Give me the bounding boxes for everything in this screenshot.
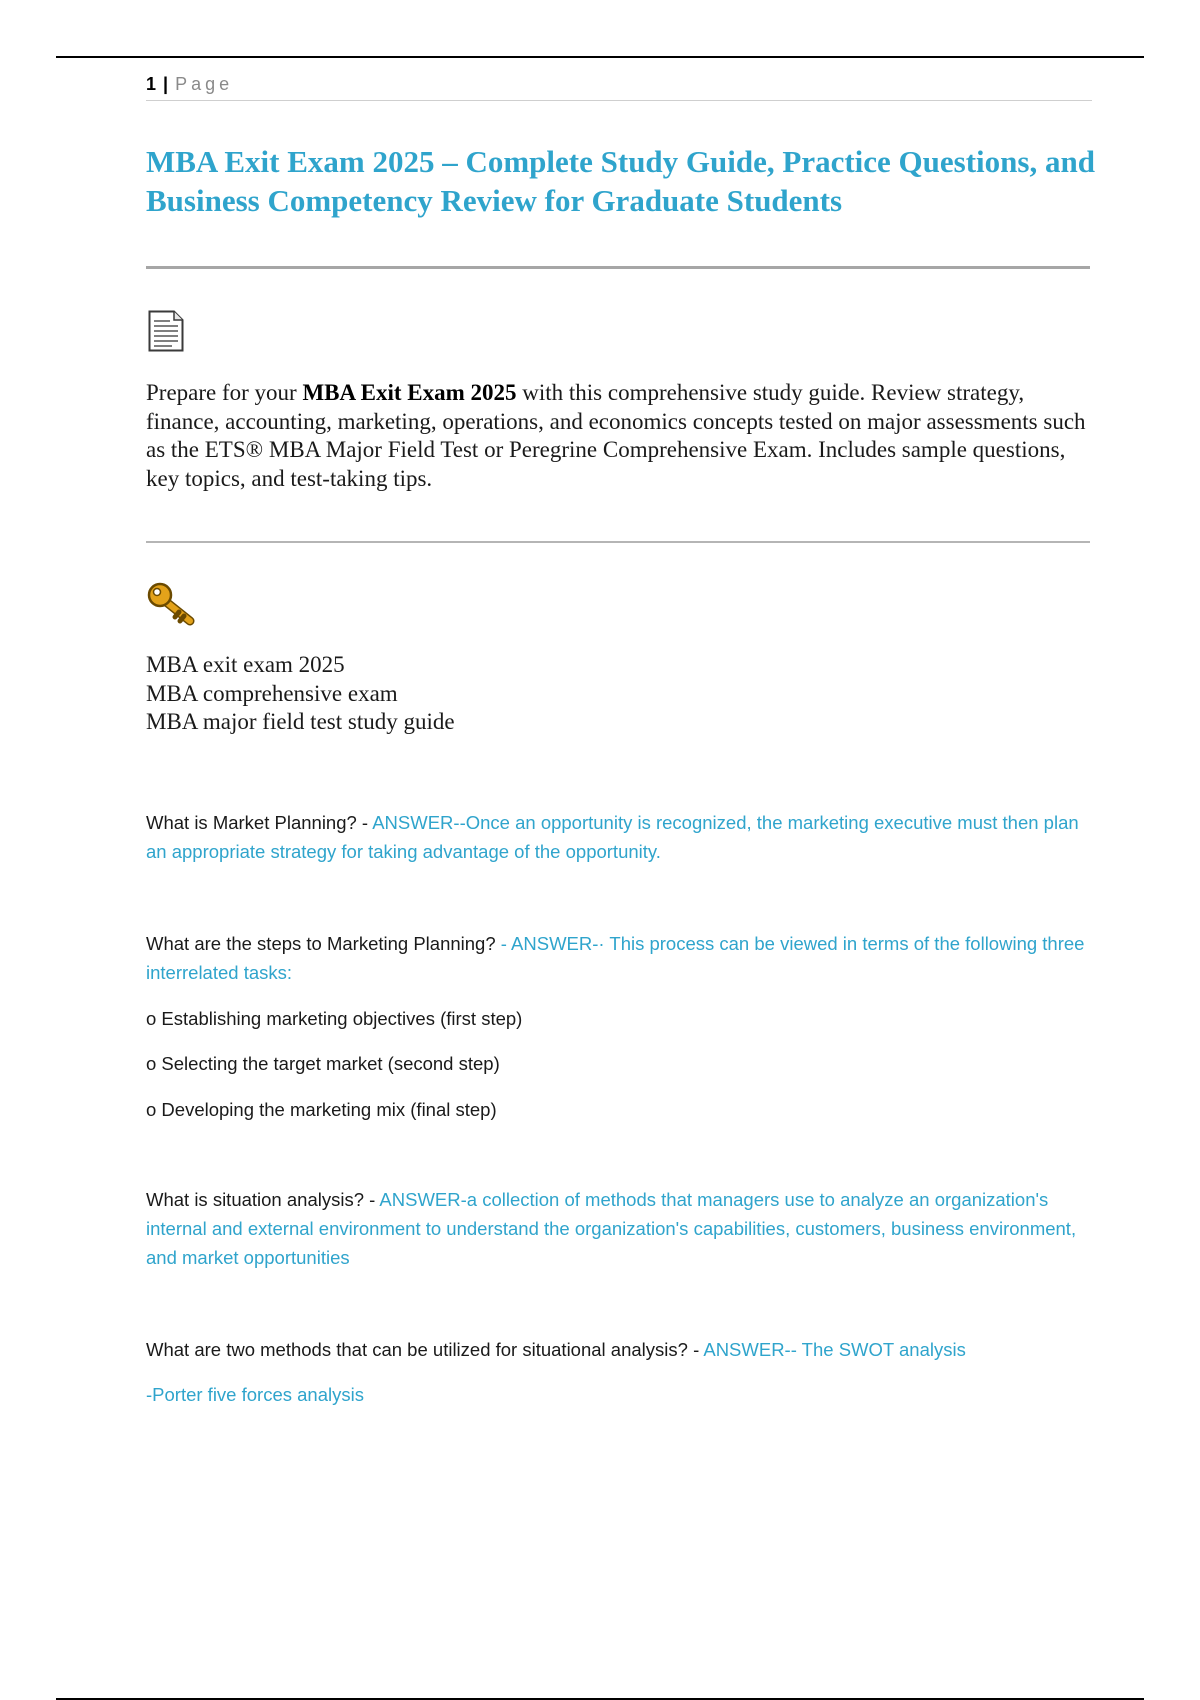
document-icon (148, 310, 184, 352)
page-header (146, 74, 1092, 101)
page-label: Page (175, 74, 234, 94)
answer-text: ANSWER-a collection of methods that managers use to analyze an organization's internal and external environment to understand the organization's capabilities, customers, business environment, and market opportunities (146, 1189, 1077, 1268)
top-page-rule (56, 56, 1144, 58)
intro-text-end: with this comprehensive study guide. Review strategy, finance, accounting, marketing, operations, and economics concepts tested on major assessments such as the ETS® MBA Major Field Test or Peregrine Comprehensive Exam. Includes sample questions, key topics, and test-taking tips. (146, 380, 1086, 491)
qa-situation-analysis (146, 1185, 1092, 1272)
keyword-item: MBA major field test study guide (146, 709, 455, 734)
bullet-item: o Establishing marketing objectives (first step) (146, 1008, 523, 1029)
title-divider (146, 266, 1090, 269)
intro-bold-text: MBA Exit Exam 2025 (302, 380, 517, 405)
intro-paragraph (146, 379, 1092, 493)
answer-text: ANSWER--Once an opportunity is recognized, the marketing executive must then plan an appropriate strategy for taking advantage of the opportunity. (146, 812, 1079, 862)
page-number: 1 (146, 74, 157, 94)
answer-text: ANSWER-- The SWOT analysis (703, 1339, 966, 1360)
key-icon (146, 581, 196, 627)
document-title: MBA Exit Exam 2025 – Complete Study Guide, Practice Questions, and Business Competency Review for Graduate Students (146, 144, 1095, 218)
bullet-item: o Developing the marketing mix (final step) (146, 1099, 497, 1120)
answer-text: - ANSWER-· This process can be viewed in terms of the following three interrelated tasks: (146, 933, 1085, 983)
question-text: What are the steps to Marketing Planning? (146, 933, 501, 954)
intro-text-start: Prepare for your (146, 380, 303, 405)
bullet-item: o Selecting the target market (second step) (146, 1053, 500, 1074)
keyword-list (146, 651, 1092, 737)
keyword-item: MBA comprehensive exam (146, 680, 398, 706)
question-text: What is situation analysis? - (146, 1189, 380, 1210)
qa-situational-methods (146, 1335, 1092, 1364)
page-separator: | (163, 74, 169, 94)
intro-divider (146, 541, 1090, 543)
keyword-item: MBA exit exam 2025 (146, 652, 345, 677)
question-text: What are two methods that can be utilized for situational analysis? - (146, 1339, 704, 1360)
qa-marketing-planning-steps (146, 929, 1092, 987)
answer-continuation: -Porter five forces analysis (146, 1384, 364, 1405)
qa-market-planning (146, 808, 1092, 866)
question-text: What is Market Planning? - (146, 812, 373, 833)
